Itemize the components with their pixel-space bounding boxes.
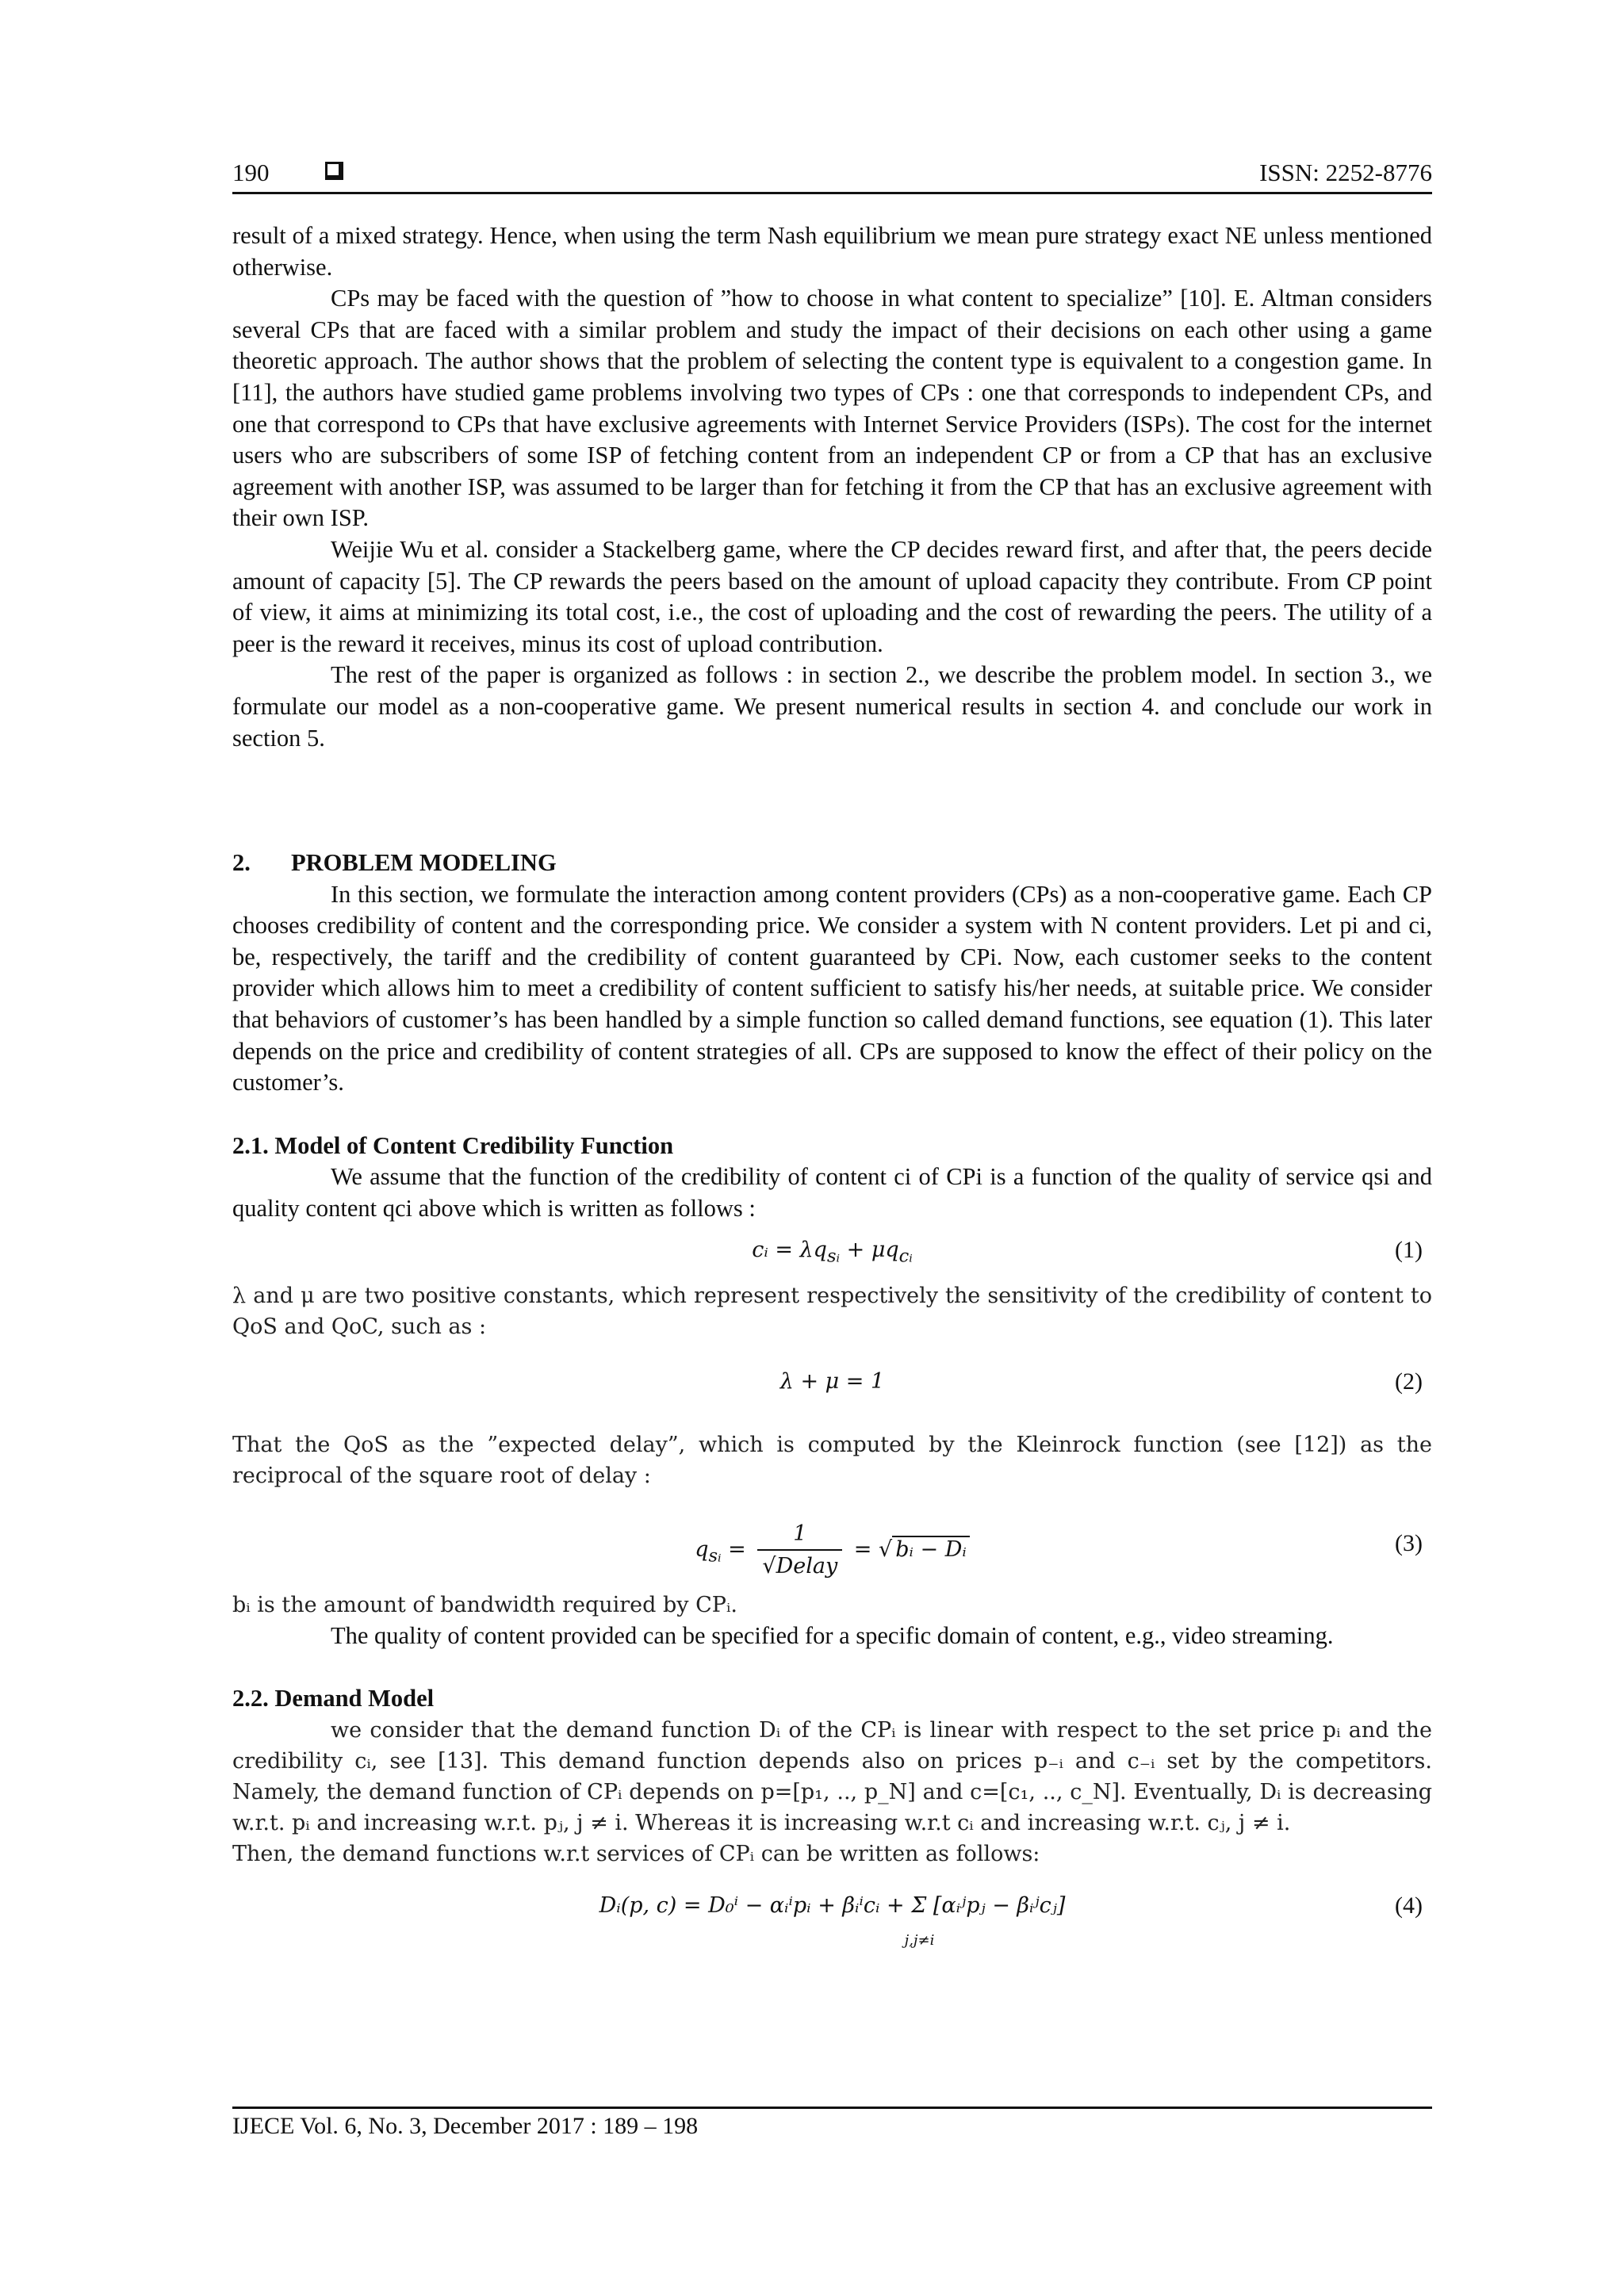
section-2-1-paragraph-5: The quality of content provided can be specified for a specific domain of content, e.g., video streaming. [331,1621,1334,1649]
page-number: 190 [232,159,270,186]
scanned-block-2 [232,1429,1432,1491]
equation-2-number: (2) [1395,1368,1423,1395]
intro-paragraph-2: CPs may be faced with the question of ”how to choose in what content to specialize” [10]. E. Altman considers several CPs that are faced with a similar problem and study the impact of their decisions on each other using a game theoretic approach. The author shows that the problem of selecting the content type is equivalent to a congestion game. In [11], the authors have studied game problems involving two types of CPs : one that corresponds to independent CPs, and one that correspond to CPs that have exclusive agreements with Internet Service Providers (ISPs). The cost for the internet users who are subscribers of some ISP of fetching content from an independent CP or from a CP that has an exclusive agreement with another ISP, was assumed to be larger than for fetching it from the CP that has an exclusive agreement with their own ISP. [232,285,1432,532]
equation-4-sum-index: j,j≠i [904,1931,935,1949]
section-2-paragraph: In this section, we formulate the interaction among content providers (CPs) as a non-cooperative game. Each CP chooses credibility of content and the corresponding price. We consider a system with N content providers. Let pi and ci, be, respectively, the tariff and the credibility of content guaranteed by CPi. Now, each customer seeks to the content provider which allows him to meet a credibility of content sufficient to satisfy his/her needs, at suitable price. We consider that behaviors of customer’s has been handled by a simple function so called demand functions, see equation (1). This later depends on the price and credibility of content strategies of all. CPs are supposed to know the effect of their policy on the customer’s. [232,880,1432,1096]
intro-paragraph-4: The rest of the paper is organized as follows : in section 2., we describe the problem model. In section 3., we formulate our model as a non-cooperative game. We present numerical results in section 4. and conclude our work in section 5. [232,661,1432,752]
intro-paragraph-3: Weijie Wu et al. consider a Stackelberg game, where the CP decides reward first, and after that, the peers decide amount of capacity [5]. The CP rewards the peers based on the amount of upload capacity they contribute. From CP point of view, it aims at minimizing its total cost, i.e., the cost of uploading and the cost of rewarding the peers. The utility of a peer is the reward it receives, minus its cost of upload contribution. [232,535,1432,657]
scanned-block-4 [232,1715,1432,1869]
equation-4: Dᵢ(p, c) = D₀ⁱ − αᵢⁱpᵢ + βᵢⁱcᵢ + Σ [αᵢʲpⱼ − βᵢʲcⱼ] j,j≠i (4) [232,1869,1432,1957]
section-2-1-paragraph-4: bᵢ is the amount of bandwidth required by CPᵢ. [232,1592,737,1617]
body-text [232,220,1432,1957]
section-2-1-heading: 2.1. Model of Content Credibility Function [232,1131,674,1159]
equation-1-number: (1) [1395,1236,1423,1263]
scanned-block-1 [232,1280,1432,1342]
footer-rule [232,2107,1432,2109]
section-2-heading: 2. PROBLEM MODELING [232,849,557,877]
equation-1: cᵢ = $\lambda q_{sᵢ} + \mu q_{cᵢ}$ (1) [232,1225,1432,1280]
section-2-2-paragraph-2: Then, the demand functions w.r.t services of CPᵢ can be written as follows: [232,1841,1040,1866]
equation-4-number: (4) [1395,1892,1423,1919]
equation-3: $q_{sᵢ}$ = $\frac{1}{\text{√Delay}}$ = √ bᵢ − Dᵢ (3) [232,1491,1432,1590]
paper-page [232,0,1432,2296]
page-header [232,154,1432,192]
section-2-1-paragraph-1: We assume that the function of the credibility of content ci of CPi is a function of the quality of service qsi and quality content qci above which is written as follows : [232,1163,1432,1223]
scanned-block-3 [232,1590,1432,1621]
header-rule [232,192,1432,194]
intro-paragraph-1: result of a mixed strategy. Hence, when using the term Nash equilibrium we mean pure strategy exact NE unless mentioned otherwise. [232,222,1432,281]
section-2-2-heading: 2.2. Demand Model [232,1685,435,1712]
section-2-1-paragraph-3: That the QoS as the ”expected delay”, which is computed by the Kleinrock function (see [12]) as the reciprocal of the square root of delay : [232,1432,1432,1488]
equation-3-number: (3) [1395,1529,1423,1556]
section-2-1-paragraph-2: λ and μ are two positive constants, which represent respectively the sensitivity of the credibility of content to QoS and QoC, such as : [232,1283,1432,1339]
square-bullet-icon [325,162,343,180]
issn-label: ISSN: 2252-8776 [1259,159,1432,186]
section-2-2-paragraph-1: we consider that the demand function Dᵢ of the CPᵢ is linear with respect to the set price pᵢ and the credibility cᵢ, see [13]. This demand function depends also on prices p₋ᵢ and c₋ᵢ set by the competitors. Namely, the demand function of CPᵢ depends on p=[p₁, .., p_N] and c=[c₁, .., c_N]. Eventually, Dᵢ is decreasing w.r.t. pᵢ and increasing w.r.t. pⱼ, j ≠ i. Whereas it is increasing w.r.t cᵢ and increasing w.r.t. cⱼ, j ≠ i. [232,1717,1432,1835]
page-footer: IJECE Vol. 6, No. 3, December 2017 : 189 – 198 [232,2113,699,2139]
equation-2: λ + μ = 1 (2) [232,1342,1432,1429]
